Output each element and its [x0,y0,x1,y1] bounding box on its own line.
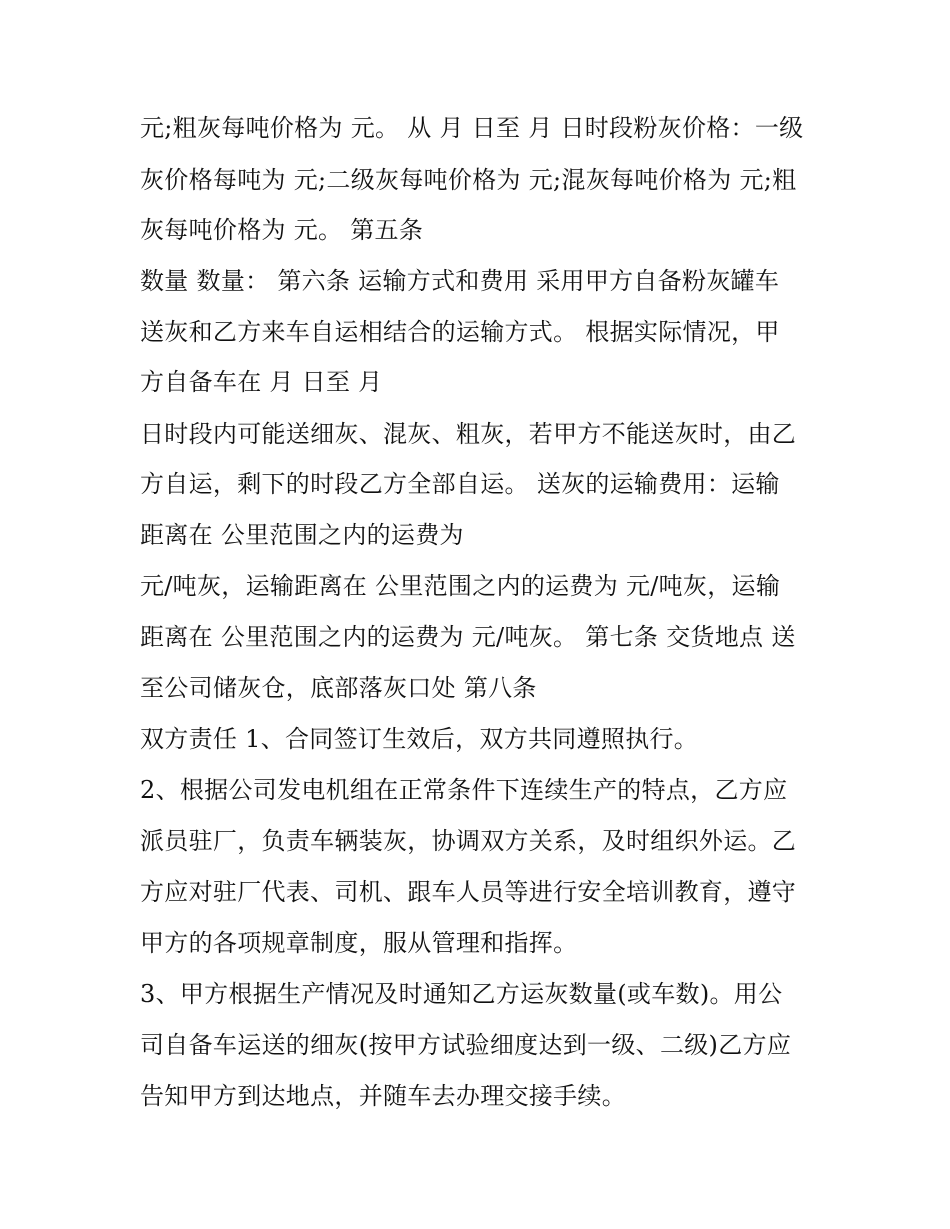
text-line-9: 距离在 公里范围之内的运费为 [140,521,464,549]
text-line-7: 日时段内可能送细灰、混灰、粗灰，若甲方不能送灰时，由乙 [140,420,797,448]
text-line-4: 数量 数量： 第六条 运输方式和费用 采用甲方自备粉灰罐车 [140,267,780,295]
text-line-19: 司自备车运送的细灰(按甲方试验细度达到一级、二级)乙方应 [140,1031,792,1059]
text-line-10: 元/吨灰，运输距离在 公里范围之内的运费为 元/吨灰，运输 [140,572,781,600]
text-line-6: 方自备车在 月 日至 月 [140,368,383,396]
text-line-14: 2、根据公司发电机组在正常条件下连续生产的特点，乙方应 [140,776,788,804]
text-line-13: 双方责任 1、合同签订生效后，双方共同遵照执行。 [140,725,699,753]
text-line-16: 方应对驻厂代表、司机、跟车人员等进行安全培训教育，遵守 [140,878,797,906]
text-line-12: 至公司储灰仓，底部落灰口处 第八条 [140,674,537,702]
text-line-17: 甲方的各项规章制度，服从管理和指挥。 [140,929,578,957]
text-line-8: 方自运，剩下的时段乙方全部自运。 送灰的运输费用：运输 [140,470,780,498]
text-line-5: 送灰和乙方来车自运相结合的运输方式。 根据实际情况，甲 [140,318,780,346]
text-line-18: 3、甲方根据生产情况及时通知乙方运灰数量(或车数)。用公 [140,980,783,1008]
text-line-3: 灰每吨价格为 元。 第五条 [140,216,424,244]
text-line-11: 距离在 公里范围之内的运费为 元/吨灰。 第七条 交货地点 送 [140,623,796,651]
text-line-2: 灰价格每吨为 元;二级灰每吨价格为 元;混灰每吨价格为 元;粗 [140,166,797,194]
text-line-1: 元;粗灰每吨价格为 元。 从 月 日至 月 日时段粉灰价格：一级 [140,114,804,142]
text-line-20: 告知甲方到达地点，并随车去办理交接手续。 [140,1082,626,1110]
text-line-15: 派员驻厂，负责车辆装灰，协调双方关系，及时组织外运。乙 [140,827,797,855]
